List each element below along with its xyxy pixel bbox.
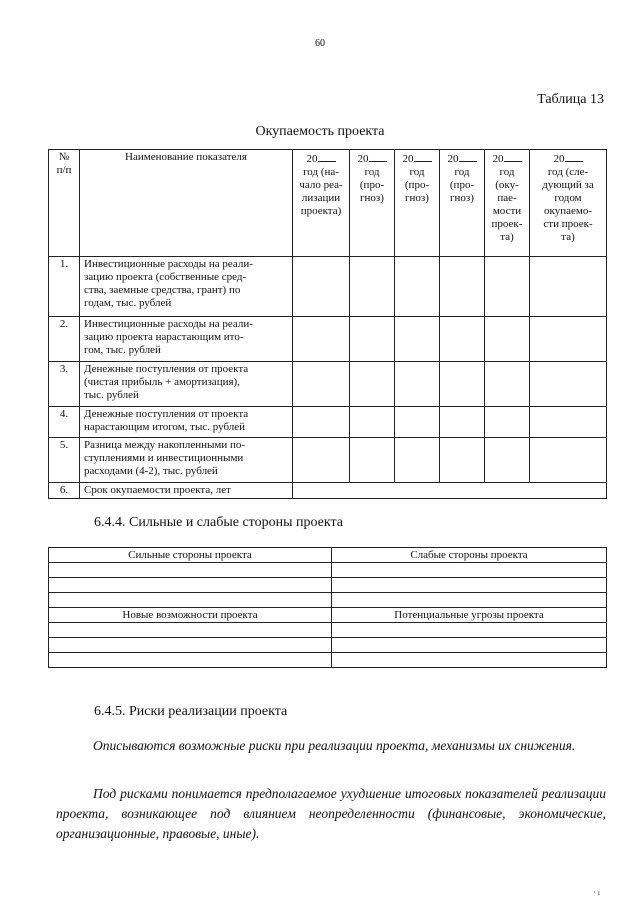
table-cell [440,362,485,407]
swot-row [49,653,607,668]
header-name: Наименование показателя [80,150,293,257]
table-cell [293,438,350,483]
row-number: 3. [49,362,80,407]
table-title: Окупаемость проекта [255,124,385,139]
header-year-6: 20 год (сле- дующий за годом окупаемо- сти проек- та) [530,150,607,257]
header-year-3: 20 год (про- гноз) [395,150,440,257]
table-cell [440,317,485,362]
table-cell [530,257,607,317]
row-number: 1. [49,257,80,317]
table-cell [350,362,395,407]
row-number: 6. [49,483,80,499]
table-cell [530,362,607,407]
header-year-2: 20 год (про- гноз) [350,150,395,257]
table-cell [485,407,530,438]
table-cell [440,257,485,317]
header-year-5: 20 год (оку- пае- мости проек- та) [485,150,530,257]
table-label: Таблица 13 [537,92,604,107]
swot-weaknesses-header: Слабые стороны проекта [332,548,607,563]
table-cell [440,407,485,438]
header-year-1: 20 год (на- чало реа- лизации проекта) [293,150,350,257]
table-cell [530,407,607,438]
table-cell [530,438,607,483]
table-cell [293,407,350,438]
header-num: № п/п [49,150,80,257]
section-heading-risks: 6.4.5. Риски реализации проекта [94,704,288,719]
table-row [49,257,607,317]
table-cell [350,438,395,483]
swot-header-row [49,608,607,623]
row-indicator: Денежные поступления от проекта нарастающим итогом, тыс. рублей [80,407,293,438]
table-cell-merged [293,483,607,499]
payback-table [48,149,607,499]
table-cell [485,438,530,483]
swot-row [49,638,607,653]
table-cell [485,257,530,317]
table-row [49,317,607,362]
row-number: 2. [49,317,80,362]
page-number: 60 [315,38,325,49]
row-indicator: Разница между накопленными по- ступлениями и инвестиционными расходами (4-2), тыс. рублей [80,438,293,483]
table-header-row [49,150,607,257]
table-cell [530,317,607,362]
footer-mark: · ı [593,888,600,897]
table-row [49,407,607,438]
swot-table [48,547,607,668]
swot-header-row [49,548,607,563]
row-indicator: Срок окупаемости проекта, лет [80,483,293,499]
table-cell [395,438,440,483]
table-cell [395,362,440,407]
swot-row [49,623,607,638]
row-number: 4. [49,407,80,438]
table-cell [293,317,350,362]
header-year-4: 20 год (про- гноз) [440,150,485,257]
table-cell [293,362,350,407]
table-row [49,483,607,499]
table-cell [395,317,440,362]
paragraph-risks-description: Описываются возможные риски при реализации проекта, механизмы их снижения. [93,738,576,753]
table-cell [293,257,350,317]
section-heading-swot: 6.4.4. Сильные и слабые стороны проекта [94,515,344,530]
swot-opportunities-header: Новые возможности проекта [49,608,332,623]
swot-row [49,563,607,578]
table-cell [350,407,395,438]
table-cell [395,407,440,438]
table-cell [350,317,395,362]
table-cell [440,438,485,483]
row-indicator: Денежные поступления от проекта (чистая прибыль + амортизация), тыс. рублей [80,362,293,407]
swot-threats-header: Потенциальные угрозы проекта [332,608,607,623]
row-indicator: Инвестиционные расходы на реали- зацию проекта (собственные сред- ства, заемные средства, грант) по годам, тыс. рублей [80,257,293,317]
swot-row [49,578,607,593]
table-cell [485,362,530,407]
table-row [49,362,607,407]
table-cell [395,257,440,317]
table-row [49,438,607,483]
row-number: 5. [49,438,80,483]
table-cell [350,257,395,317]
paragraph-risks-definition: Под рисками понимается предполагаемое ухудшение итоговых показателей реализации проекта, возникающее под влиянием неопределенности (финансовые, экономические, организационные, правовые, иные). [56,786,606,841]
table-cell [485,317,530,362]
swot-row [49,593,607,608]
swot-strengths-header: Сильные стороны проекта [49,548,332,563]
row-indicator: Инвестиционные расходы на реали- зацию проекта нарастающим ито- гом, тыс. рублей [80,317,293,362]
